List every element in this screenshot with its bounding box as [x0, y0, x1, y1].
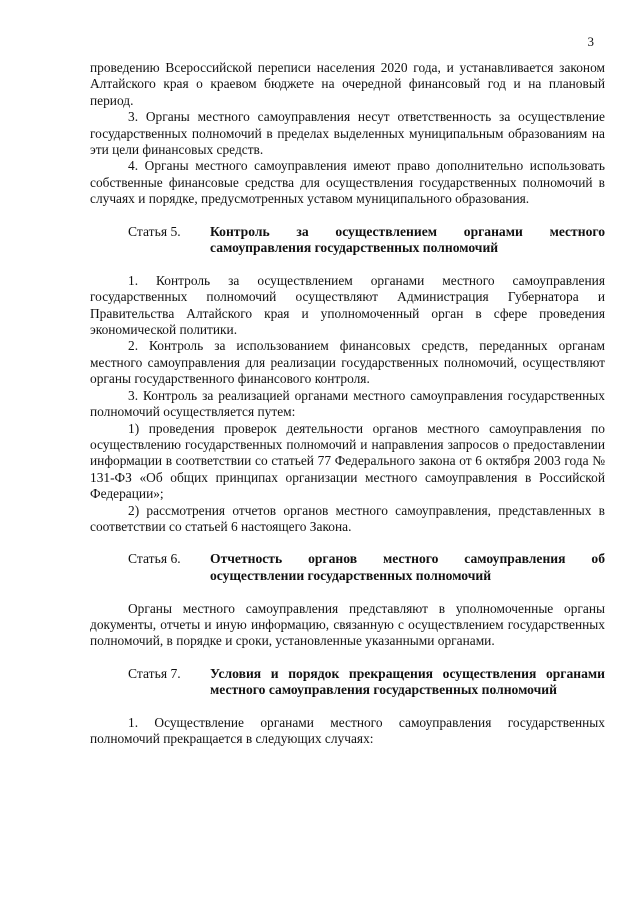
article-5-title: Контроль за осуществлением органами местного самоуправления государственных полномочий: [210, 223, 605, 256]
article-5-paragraph-2: 2. Контроль за использованием финансовых средств, переданных органам местного самоуправления для реализации государственных полномочий, осуществляют органы государственного финансового контроля.: [90, 338, 605, 387]
article-6-heading: [90, 551, 605, 584]
article-5-subitem-2: 2) рассмотрения отчетов органов местного самоуправления, представленных в соответствии со статьей 6 настоящего Закона.: [90, 502, 605, 534]
article-7-title: Условия и порядок прекращения осуществления органами местного самоуправления государственных полномочий: [210, 665, 605, 698]
article-5-paragraph-1: 1. Контроль за осуществлением органами местного самоуправления государственных полномочий осуществляют Администрация Губернатора и Правительства Алтайского края и уполномоченный орган в сфере проведения экономической политики.: [90, 272, 605, 338]
article-6-title: Отчетность органов местного самоуправления об осуществлении государственных полномочий: [210, 551, 605, 583]
article-7-number: Статья 7.: [128, 665, 181, 681]
article-5-number: Статья 5.: [128, 223, 181, 239]
page-number: 3: [587, 34, 594, 49]
article-5-paragraph-3: 3. Контроль за реализацией органами местного самоуправления государственных полномочий осуществляется путем:: [90, 387, 605, 420]
article-6-paragraph-1: Органы местного самоуправления представляют в уполномоченные органы документы, отчеты и иную информацию, связанную с осуществлением государственных полномочий, в порядке и сроки, установленные указанными органами.: [90, 600, 605, 649]
paragraph-item-4: 4. Органы местного самоуправления имеют право дополнительно использовать собственные финансовые средства для осуществления государственных полномочий в случаях и порядке, предусмотренных уставом муниципального образования.: [90, 158, 605, 207]
document-body: [90, 60, 605, 748]
paragraph-item-3: 3. Органы местного самоуправления несут ответственность за осуществление государственных полномочий в пределах выделенных муниципальным образованиям на эти цели финансовых средств.: [90, 109, 605, 158]
article-6-number: Статья 6.: [128, 551, 181, 567]
paragraph-continuation: проведению Всероссийской переписи населения 2020 года, и устанавливается законом Алтайского края о краевом бюджете на очередной финансовый год и на плановый период.: [90, 60, 605, 108]
article-7-heading: [90, 666, 605, 699]
article-7-paragraph-1: 1. Осуществление органами местного самоуправления государственных полномочий прекращается в следующих случаях:: [90, 714, 605, 747]
article-5-subitem-1: 1) проведения проверок деятельности органов местного самоуправления по осуществлению государственных полномочий и направления запросов о предоставлении информации в соответствии со статьей 77 Федерального закона от 6 октября 2003 года № 131-ФЗ «Об общих принципах организации местного самоуправления в Российской Федерации»;: [90, 420, 605, 502]
article-5-heading: [90, 224, 605, 257]
